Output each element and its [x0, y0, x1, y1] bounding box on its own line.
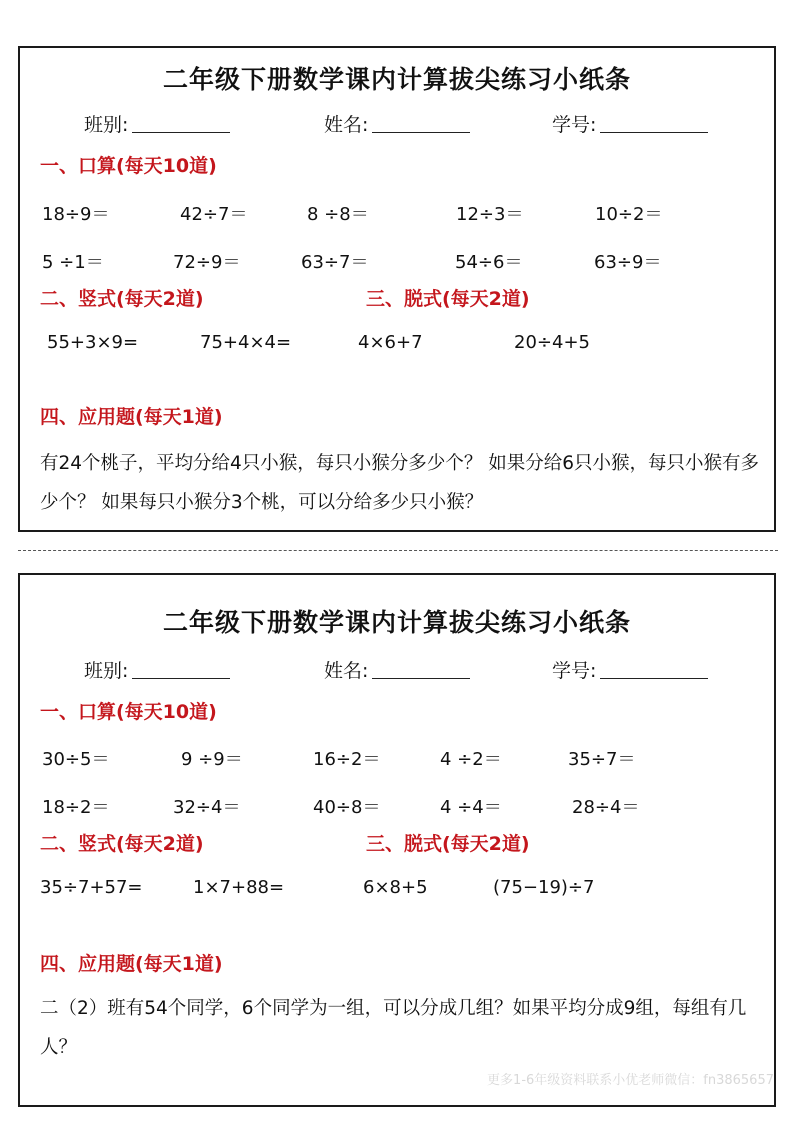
word-problem-text: 有24个桃子，平均分给4只小猴，每只小猴分多少个？ 如果分给6只小猴，每只小猴有多少个？ 如果每只小猴分3个桃，可以分给多少只小猴？ [40, 453, 759, 513]
name-field [324, 110, 470, 137]
oral-problem: 63÷7＝ [301, 252, 369, 273]
class-label: 班别: [84, 660, 129, 682]
worksheet-card-2 [18, 573, 776, 1107]
oral-problem: 18÷9＝ [42, 204, 110, 225]
oral-problem: 30÷5＝ [42, 749, 110, 770]
written-problem: 75+4×4= [200, 332, 292, 353]
written-problem: 4×6+7 [358, 332, 423, 353]
name-label: 姓名: [324, 114, 369, 136]
section-vertical-heading: 二、竖式(每天2道) [40, 833, 204, 855]
oral-problem: 42÷7＝ [180, 204, 248, 225]
class-field [84, 110, 230, 137]
name-field [324, 656, 470, 683]
student-id-blank[interactable] [600, 114, 708, 133]
class-blank[interactable] [132, 114, 230, 133]
written-problem: 20÷4+5 [514, 332, 590, 353]
written-problem: 1×7+88= [193, 877, 285, 898]
oral-problem: 10÷2＝ [595, 204, 663, 225]
watermark-text: 更多1-6年级资料联系小优老师微信：fn3865657 [487, 1073, 774, 1088]
worksheet-title: 二年级下册数学课内计算拔尖练习小纸条 [162, 608, 631, 637]
oral-problem: 4 ÷2＝ [440, 749, 502, 770]
word-problem-text: 二（2）班有54个同学，6个同学为一组，可以分成几组？如果平均分成9组，每组有几人？ [40, 998, 747, 1058]
class-field [84, 656, 230, 683]
oral-problem: 72÷9＝ [173, 252, 241, 273]
cut-line [18, 550, 778, 551]
name-blank[interactable] [372, 114, 470, 133]
written-problem: 55+3×9= [47, 332, 139, 353]
student-id-label: 学号: [552, 114, 597, 136]
student-id-field [552, 656, 708, 683]
student-id-label: 学号: [552, 660, 597, 682]
oral-problem: 12÷3＝ [456, 204, 524, 225]
section-removal-heading: 三、脱式(每天2道) [366, 833, 530, 855]
worksheet-title: 二年级下册数学课内计算拔尖练习小纸条 [162, 65, 631, 94]
oral-problem: 35÷7＝ [568, 749, 636, 770]
section-vertical-heading: 二、竖式(每天2道) [40, 288, 204, 310]
student-id-field [552, 110, 708, 137]
oral-problem: 8 ÷8＝ [307, 204, 369, 225]
oral-problem: 16÷2＝ [313, 749, 381, 770]
oral-problem: 28÷4＝ [572, 797, 640, 818]
section-removal-heading: 三、脱式(每天2道) [366, 288, 530, 310]
student-id-blank[interactable] [600, 660, 708, 679]
class-label: 班别: [84, 114, 129, 136]
oral-problem: 54÷6＝ [455, 252, 523, 273]
written-problem: 6×8+5 [363, 877, 428, 898]
written-problem: 35÷7+57= [40, 877, 143, 898]
oral-problem: 18÷2＝ [42, 797, 110, 818]
worksheet-card-1 [18, 46, 776, 532]
oral-problem: 4 ÷4＝ [440, 797, 502, 818]
oral-problem: 63÷9＝ [594, 252, 662, 273]
name-label: 姓名: [324, 660, 369, 682]
oral-problem: 5 ÷1＝ [42, 252, 104, 273]
section-oral-heading: 一、口算(每天10道) [40, 155, 217, 177]
class-blank[interactable] [132, 660, 230, 679]
name-blank[interactable] [372, 660, 470, 679]
written-problem: (75−19)÷7 [493, 877, 595, 898]
section-word-heading: 四、应用题(每天1道) [40, 406, 223, 428]
oral-problem: 32÷4＝ [173, 797, 241, 818]
section-oral-heading: 一、口算(每天10道) [40, 701, 217, 723]
section-word-heading: 四、应用题(每天1道) [40, 953, 223, 975]
oral-problem: 9 ÷9＝ [181, 749, 243, 770]
oral-problem: 40÷8＝ [313, 797, 381, 818]
